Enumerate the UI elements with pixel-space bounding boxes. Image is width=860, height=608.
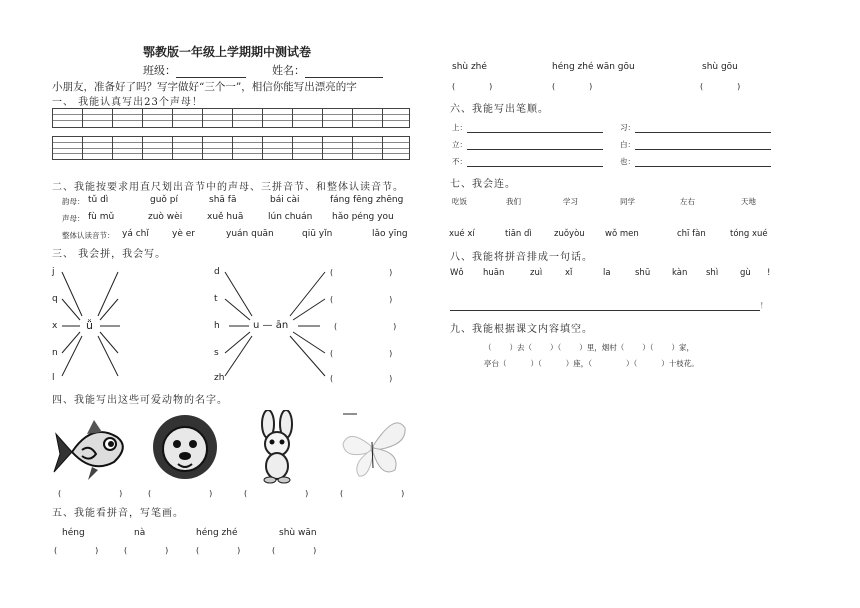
answer-paren[interactable]: ( ) [196, 546, 241, 555]
match-pinyin[interactable]: tóng xué [730, 229, 768, 239]
match-word[interactable]: 同学 [620, 197, 635, 206]
fish-image [52, 412, 132, 482]
stroke-pinyin: shù gōu [702, 62, 738, 72]
match-word[interactable]: 吃饭 [452, 197, 467, 206]
s2-item[interactable]: yá chǐ [122, 229, 149, 239]
class-blank[interactable] [176, 77, 246, 78]
answer-paren[interactable]: ( ) [330, 268, 393, 277]
section-7-heading: 七、我会连。 [450, 179, 516, 190]
answer-paren[interactable]: ( ) [244, 489, 309, 498]
section-5-heading: 五、我能看拼音，写笔画。 [52, 508, 184, 519]
section-3-heading: 三、 我会拼，我会写。 [52, 249, 167, 260]
sentence-word[interactable]: shì [706, 268, 719, 278]
s2-item[interactable]: qiū yǐn [302, 229, 333, 239]
s2-item[interactable]: xuě huā [207, 212, 244, 222]
initial-q: q [52, 294, 58, 304]
name-blank[interactable] [305, 77, 383, 78]
initial-zh: zh [214, 373, 225, 383]
match-word[interactable]: 左右 [680, 197, 695, 206]
stroke-order-field[interactable]: 习： [620, 122, 771, 133]
section-6-heading: 六、我能写出笔顺。 [450, 104, 549, 115]
intro-text: 小朋友，准备好了吗？写字做好“三个一”，相信你能写出漂亮的字 [52, 81, 357, 93]
answer-paren[interactable]: ( ) [552, 82, 593, 91]
sentence-word[interactable]: zuì [530, 268, 543, 278]
section-8-heading: 八、我能将拼音排成一句话。 [450, 252, 593, 263]
section-2-heading: 二、我能按要求用直尺划出音节中的声母、三拼音节、和整体认读音节。 [52, 182, 404, 193]
name-label: 姓名： [272, 64, 305, 77]
answer-paren[interactable]: ( ) [330, 349, 393, 358]
stroke-order-field[interactable]: 也： [620, 156, 771, 167]
match-word[interactable]: 学习 [563, 197, 578, 206]
writing-grid-1[interactable] [52, 108, 410, 128]
rabbit-image [250, 410, 305, 485]
answer-paren[interactable]: ( ) [124, 546, 169, 555]
s2-item[interactable]: bái cài [270, 195, 300, 205]
match-word[interactable]: 我们 [506, 197, 521, 206]
stroke-pinyin: héng zhé wān gōu [552, 62, 635, 72]
sentence-answer-line[interactable]: ！ [450, 300, 768, 311]
sentence-word[interactable]: ! [767, 268, 771, 278]
answer-paren[interactable]: ( ) [452, 82, 493, 91]
stroke-pinyin: héng zhé [196, 528, 238, 538]
sentence-word[interactable]: gù [740, 268, 751, 278]
match-pinyin[interactable]: xué xí [449, 229, 475, 239]
s2-row-label: 韵母： [62, 197, 85, 206]
initial-d: d [214, 267, 220, 277]
s2-row-label: 整体认读音节： [62, 231, 115, 240]
answer-paren[interactable]: ( ) [54, 546, 99, 555]
match-word[interactable]: 天地 [741, 197, 756, 206]
s2-row-label: 声母： [62, 214, 85, 223]
butterfly-image [335, 408, 410, 483]
sentence-word[interactable]: Wǒ [450, 268, 464, 278]
answer-paren[interactable]: ( ) [148, 489, 213, 498]
medial-u: u — ān [253, 320, 289, 331]
initial-l: l [52, 373, 55, 383]
class-field [143, 62, 246, 78]
initial-t: t [214, 294, 218, 304]
s2-item[interactable]: tǔ dì [88, 195, 109, 205]
sentence-word[interactable]: kàn [672, 268, 688, 278]
initial-j: j [52, 267, 55, 277]
lion-image [150, 412, 220, 482]
answer-paren[interactable]: ( ) [334, 322, 397, 331]
sentence-word[interactable]: shū [635, 268, 651, 278]
stroke-pinyin: héng [62, 528, 85, 538]
name-field [272, 62, 383, 78]
s2-item[interactable]: fáng fēng zhēng [330, 195, 404, 205]
section-9-heading: 九、我能根据课文内容填空。 [450, 324, 593, 335]
stroke-order-field[interactable]: 立： [452, 139, 603, 150]
class-label: 班级： [143, 64, 176, 77]
answer-paren[interactable]: ( ) [272, 546, 317, 555]
writing-grid-2[interactable] [52, 136, 410, 160]
stroke-order-field[interactable]: 不： [452, 156, 603, 167]
stroke-order-field[interactable]: 白： [620, 139, 771, 150]
initial-x: x [52, 321, 58, 331]
sentence-word[interactable]: huān [483, 268, 505, 278]
sentence-word[interactable]: la [603, 268, 611, 278]
stroke-pinyin: shù zhé [452, 62, 487, 72]
sentence-word[interactable]: xǐ [565, 268, 573, 278]
stroke-pinyin: nà [134, 528, 146, 538]
answer-paren[interactable]: ( ) [340, 489, 405, 498]
initial-h: h [214, 321, 220, 331]
s2-item[interactable]: fù mǔ [88, 212, 115, 222]
stroke-order-field[interactable]: 上： [452, 122, 603, 133]
answer-paren[interactable]: ( ) [330, 374, 393, 383]
section-4-heading: 四、我能写出这些可爱动物的名字。 [52, 395, 228, 406]
fill-in-line-1[interactable]: （ ）去（ ）（ ）里，烟村（ ）（ ）家， [484, 343, 694, 352]
match-pinyin[interactable]: chī fàn [677, 229, 706, 239]
match-pinyin[interactable]: wǒ men [605, 229, 639, 239]
page-title: 鄂教版一年级上学期期中测试卷 [143, 45, 312, 59]
s2-item[interactable]: lún chuán [268, 212, 313, 222]
match-pinyin[interactable]: zuǒyòu [554, 229, 585, 239]
final-u-umlaut: ǚ [86, 319, 93, 332]
section-1-heading: 一、 我能认真写出23个声母！ [52, 97, 203, 108]
s2-item[interactable]: shā fā [209, 195, 237, 205]
s2-item[interactable]: zuò wèi [148, 212, 183, 222]
match-pinyin[interactable]: tiān dì [505, 229, 532, 239]
answer-paren[interactable]: ( ) [700, 82, 741, 91]
s2-item[interactable]: hǎo péng you [332, 212, 394, 222]
s2-item[interactable]: yuán quān [226, 229, 274, 239]
fill-in-line-2[interactable]: 亭台（ ）（ ）座，（ ）（ ）十枝花。 [484, 359, 699, 368]
initial-n: n [52, 348, 58, 358]
s2-item[interactable]: guǒ pí [150, 195, 178, 205]
stroke-pinyin: shù wān [279, 528, 317, 538]
answer-paren[interactable]: ( ) [330, 295, 393, 304]
s2-item[interactable]: lǎo yīng [372, 229, 408, 239]
answer-paren[interactable]: ( ) [58, 489, 123, 498]
s2-item[interactable]: yè er [172, 229, 195, 239]
initial-s: s [214, 348, 219, 358]
